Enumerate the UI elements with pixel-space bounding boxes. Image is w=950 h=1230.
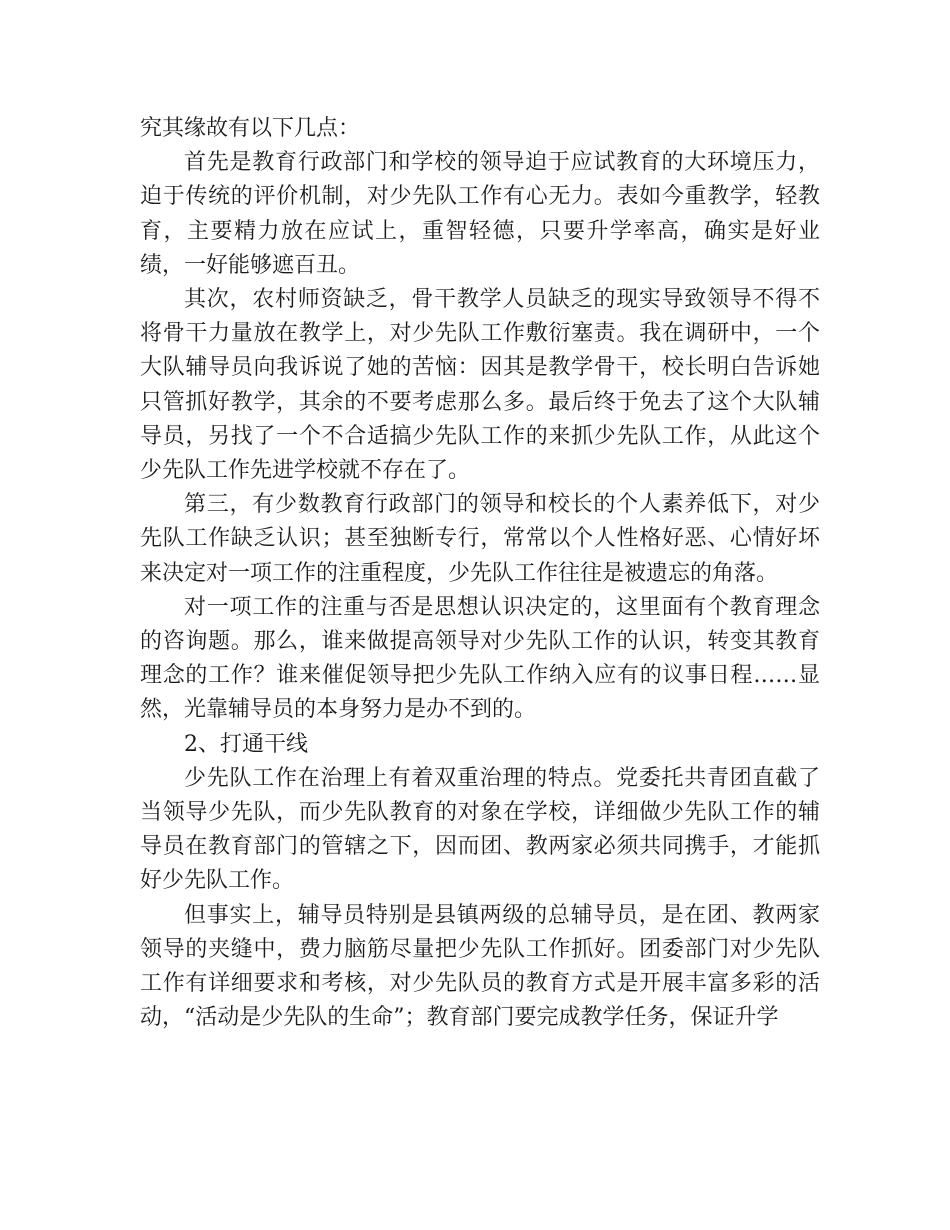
paragraph-in-practice: 但事实上，辅导员特别是县镇两级的总辅导员，是在团、教两家领导的夹缝中，费力脑筋尽量把少先队工作抓好。团委部门对少先队工作有详细要求和考核，对少先队员的教育方式是开展丰富多彩的活动，“活动是少先队的生命”；教育部门要完成教学任务，保证升学 xyxy=(140,902,820,1031)
paragraph-dual-management: 少先队工作在治理上有着双重治理的特点。党委托共青团直截了当领导少先队，而少先队教育的对象在学校，详细做少先队工作的辅导员在教育部门的管辖之下，因而团、教两家必须共同携手，才能抓好少先队工作。 xyxy=(140,765,820,894)
paragraph-conclusion: 对一项工作的注重与否是思想认识决定的，这里面有个教育理念的咨询题。那么，谁来做提高领导对少先队工作的认识，转变其教育理念的工作？谁来催促领导把少先队工作纳入应有的议事日程……显然，光靠辅导员的本身努力是办不到的。 xyxy=(140,594,820,723)
paragraph-intro: 究其缘故有以下几点： xyxy=(140,116,361,141)
paragraph-second-reason: 其次，农村师资缺乏，骨干教学人员缺乏的现实导致领导不得不将骨干力量放在教学上，对少先队工作敷衍塞责。我在调研中，一个大队辅导员向我诉说了她的苦恼：因其是教学骨干，校长明白告诉她只管抓好教学，其余的不要考虑那么多。最后终于免去了这个大队辅导员，另找了一个不合适搞少先队工作的来抓少先队工作，从此这个少先队工作先进学校就不存在了。 xyxy=(140,287,820,484)
paragraph-third-reason: 第三，有少数教育行政部门的领导和校长的个人素养低下，对少先队工作缺乏认识；甚至独断专行，常常以个人性格好恶、心情好坏来决定对一项工作的注重程度，少先队工作往往是被遗忘的角落。 xyxy=(140,492,820,586)
section-heading: 2、打通干线 xyxy=(184,731,308,757)
paragraph-first-reason: 首先是教育行政部门和学校的领导迫于应试教育的大环境压力，迫于传统的评价机制，对少先队工作有心无力。表如今重教学，轻教育，主要精力放在应试上，重智轻德，只要升学率高，确实是好业绩，一好能够遮百丑。 xyxy=(140,150,820,278)
document-body xyxy=(140,112,820,1035)
